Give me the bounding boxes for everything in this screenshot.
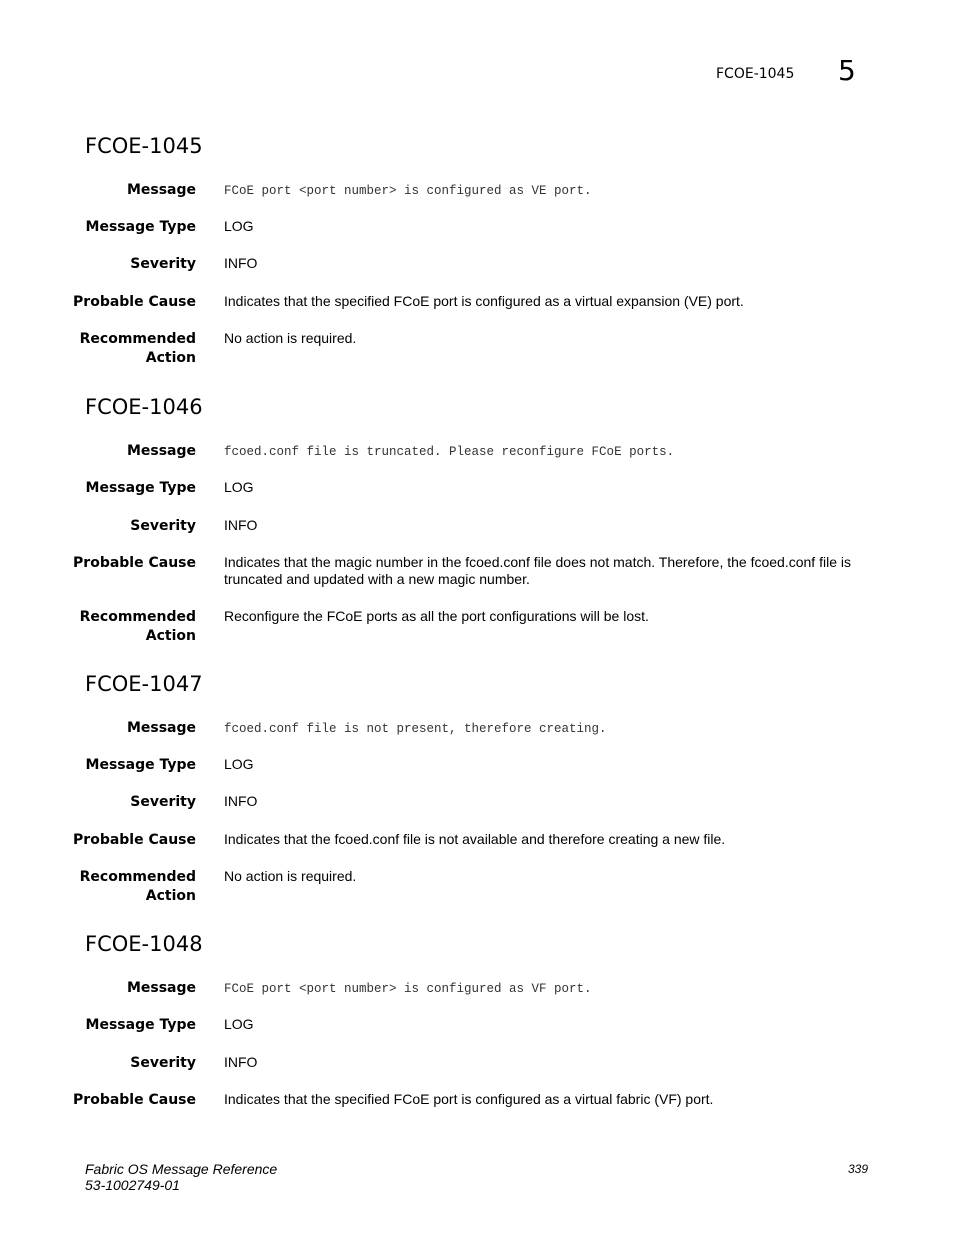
label-recommended-line-1: Recommended [79, 609, 196, 625]
label-message: Message [126, 443, 196, 459]
value-severity: INFO [224, 793, 258, 809]
label-message: Message [126, 720, 196, 736]
label-probable-cause: Probable Cause [73, 294, 196, 310]
label-message-type: Message Type [85, 480, 196, 496]
section-title: FCOE-1045 [85, 134, 203, 158]
label-recommended-action [56, 608, 196, 646]
value-recommended-action: Reconfigure the FCoE ports as all the port configurations will be lost. [224, 608, 649, 624]
value-message-type: LOG [224, 1016, 254, 1032]
footer-doc-number: 53-1002749-01 [85, 1177, 180, 1193]
value-probable-cause: Indicates that the specified FCoE port is configured as a virtual fabric (VF) port. [224, 1091, 714, 1107]
label-recommended-line-1: Recommended [79, 331, 196, 347]
value-recommended-action: No action is required. [224, 868, 357, 884]
label-severity: Severity [130, 256, 196, 272]
value-message-type: LOG [224, 479, 254, 495]
label-probable-cause: Probable Cause [73, 1092, 196, 1108]
footer-page-number: 339 [848, 1162, 869, 1176]
value-severity: INFO [224, 1054, 258, 1070]
label-severity: Severity [130, 1055, 196, 1071]
value-message: FCoE port <port number> is configured as VF port. [224, 982, 592, 996]
value-message-type: LOG [224, 756, 254, 772]
label-severity: Severity [130, 518, 196, 534]
value-recommended-action: No action is required. [224, 330, 357, 346]
label-recommended-action [56, 868, 196, 906]
label-severity: Severity [130, 794, 196, 810]
label-recommended-action [56, 330, 196, 368]
section-title: FCOE-1048 [85, 932, 203, 956]
section-title: FCOE-1046 [85, 395, 203, 419]
label-recommended-line-2: Action [145, 888, 196, 904]
label-message-type: Message Type [85, 219, 196, 235]
footer-doc-title: Fabric OS Message Reference [85, 1161, 278, 1177]
value-probable-cause: Indicates that the fcoed.conf file is not available and therefore creating a new file. [224, 831, 726, 847]
value-message: fcoed.conf file is truncated. Please reconfigure FCoE ports. [224, 445, 675, 459]
label-message-type: Message Type [85, 757, 196, 773]
value-severity: INFO [224, 255, 258, 271]
label-message-type: Message Type [85, 1017, 196, 1033]
value-message-type: LOG [224, 218, 254, 234]
running-header-message-code: FCOE-1045 [716, 66, 795, 82]
label-message: Message [126, 980, 196, 996]
label-probable-cause: Probable Cause [73, 555, 196, 571]
value-probable-cause: Indicates that the magic number in the fcoed.conf file does not match. Therefore, the fcoed.conf file is truncated and updated with a new magic number. [224, 554, 851, 587]
running-header-chapter-number: 5 [838, 54, 856, 87]
section-title: FCOE-1047 [85, 672, 203, 696]
footer-document-info [85, 1161, 277, 1193]
label-probable-cause: Probable Cause [73, 832, 196, 848]
value-severity: INFO [224, 517, 258, 533]
label-recommended-line-1: Recommended [79, 869, 196, 885]
label-recommended-line-2: Action [145, 628, 196, 644]
value-message: FCoE port <port number> is configured as VE port. [224, 184, 592, 198]
label-message: Message [126, 182, 196, 198]
value-message: fcoed.conf file is not present, therefore creating. [224, 722, 607, 736]
label-recommended-line-2: Action [145, 350, 196, 366]
value-probable-cause: Indicates that the specified FCoE port is configured as a virtual expansion (VE) port. [224, 293, 744, 309]
